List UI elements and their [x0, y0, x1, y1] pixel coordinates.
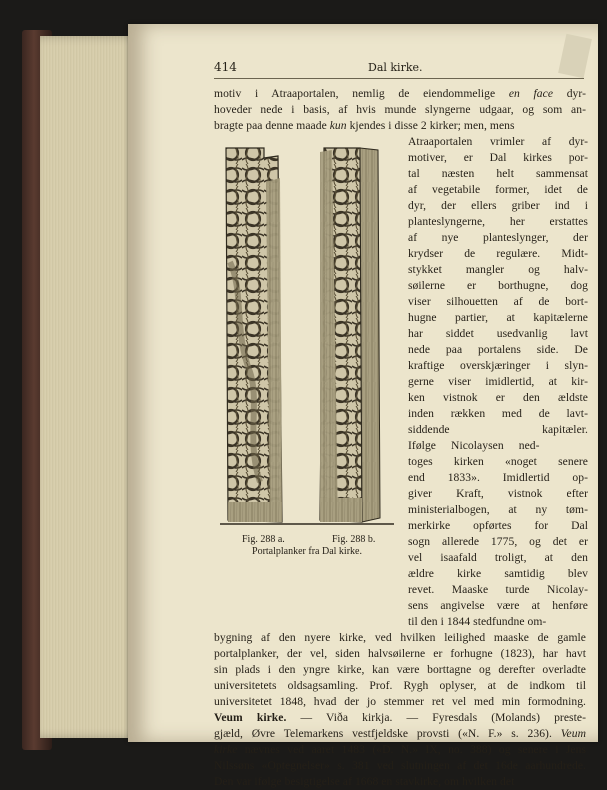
text-run: Nilssøns «Optegnelser» s. 381 ved slutningen af det 16de aarhundrede.: [214, 759, 586, 772]
text-line: [408, 390, 588, 406]
text-line: [214, 694, 586, 710]
text-line: [408, 422, 588, 438]
text-run: tal næsten helt sammensat: [408, 167, 588, 180]
text-line: [408, 262, 588, 278]
text-run: planteslyngerne, her erstattes: [408, 215, 588, 228]
running-title: Dal kirke.: [368, 61, 423, 74]
text-run: kirke: [214, 743, 238, 756]
text-run: en face: [508, 87, 554, 100]
text-run: viser silhouetten af de bort-: [408, 295, 588, 308]
text-run: motiv i Atraaportalen, nemlig de eiendommelige: [214, 87, 509, 100]
text-run: vel isaafald troligt, at den: [408, 551, 588, 564]
text-run: hugne partier, at kapitælerne: [408, 311, 588, 324]
portal-planks-illustration: [220, 142, 394, 526]
text-line: [408, 294, 588, 310]
body-text-top: [214, 86, 586, 134]
text-line: [408, 438, 588, 454]
running-header: [214, 60, 584, 79]
text-run: merkirke opførtes for Dal: [408, 519, 588, 532]
page-number: 414: [214, 60, 237, 74]
text-run: portalplanker, der vel, siden halvsøilerne er forhugne (1823), har havt: [214, 647, 586, 660]
book-page: [128, 24, 598, 788]
text-run: dyr-: [553, 87, 586, 100]
text-run: siddende kapitæler.: [408, 423, 588, 436]
text-line: [214, 662, 586, 678]
text-run: af vegetabile former, idet de: [408, 183, 588, 196]
caption-fig-a: Fig. 288 a.: [242, 534, 285, 545]
text-run: Atraaportalen vrimler af dyr-: [408, 135, 588, 148]
text-line: [214, 742, 586, 758]
text-line: [408, 406, 588, 422]
text-run: ældre kirke samtidig blev: [408, 567, 588, 580]
text-line: [408, 550, 588, 566]
text-line: [408, 134, 588, 150]
text-run: har siddet usedvanlig lavt: [408, 327, 588, 340]
text-run: nævnes ved aaret 1483 («D. N.» IX, no. 388) og senere i Jens: [237, 743, 586, 756]
text-line: [214, 86, 586, 102]
text-run: inden rækken med de lavt-: [408, 407, 588, 420]
text-line: [214, 710, 586, 726]
text-run: Veum: [560, 727, 586, 740]
body-text-bottom: [214, 630, 586, 790]
text-line: [214, 102, 586, 118]
text-run: — Viða kirkja. — Fyresdals (Molands) preste-: [286, 711, 586, 724]
text-line: [408, 534, 588, 550]
text-run: nede paa portalens side. De: [408, 343, 588, 356]
text-run: revet. Maaske turde Nicolay-: [408, 583, 588, 596]
text-line: [408, 214, 588, 230]
text-run: kraftige overskjæringer i slyn-: [408, 359, 588, 372]
text-line: [408, 582, 588, 598]
column-text: [408, 134, 588, 630]
text-run: søilerne er borthugne, dog: [408, 279, 588, 292]
text-line: [408, 198, 588, 214]
text-run: motiver, er Dal kirkes por-: [408, 151, 588, 164]
page-stack: [40, 36, 140, 738]
text-line: [408, 358, 588, 374]
text-run: krydser de regulære. Midt-: [408, 247, 588, 260]
text-run: universitetets oldsagsamling. Prof. Rygh oplyser, at de indkom til: [214, 679, 586, 692]
text-line: [408, 614, 588, 630]
figure-288: [220, 142, 394, 557]
text-run: dyr, der ellers griber ind i: [408, 199, 588, 212]
text-run: af nye planteslynger, der: [408, 231, 588, 244]
figure-caption: Portalplanker fra Dal kirke.: [252, 546, 362, 557]
text-line: [214, 630, 586, 646]
text-line: [408, 166, 588, 182]
text-line: [408, 182, 588, 198]
text-run: kjendes i disse 2 kirker; men, mens: [346, 119, 515, 132]
text-run: hoveder nede i basis, af hvis munde slyngerne udgaar, og som an-: [214, 103, 586, 116]
text-line: [408, 518, 588, 534]
text-run: ministerialbogen, at ny tøm-: [408, 503, 588, 516]
text-line: [408, 278, 588, 294]
text-line: [408, 470, 588, 486]
text-run: ken vistnok er den ældste: [408, 391, 588, 404]
text-run: stykket mangler og halv-: [408, 263, 588, 276]
text-line: [214, 774, 586, 790]
text-run: sens angivelse være at henføre: [408, 599, 588, 612]
text-run: gjæld, Øvre Telemarkens vestfjeldske provsti («N. F.» s. 236).: [214, 727, 561, 740]
text-run: Ifølge Nicolaysen ned-: [408, 439, 540, 452]
text-run: sogn allerede 1775, og det er: [408, 535, 588, 548]
text-line: [408, 326, 588, 342]
text-run: giver Kraft, vistnok efter: [408, 487, 588, 500]
text-line: [408, 502, 588, 518]
text-line: [214, 118, 586, 134]
text-line: [214, 758, 586, 774]
text-run: toges kirken «noget senere: [408, 455, 588, 468]
text-run: Veum kirke.: [214, 711, 287, 724]
text-run: kun: [329, 119, 347, 132]
text-run: Den var ifølge besigtigelse af 1668 en stavkirke, om hvilken det: [214, 775, 515, 788]
text-line: [408, 246, 588, 262]
text-line: [408, 566, 588, 582]
text-line: [214, 678, 586, 694]
text-line: [408, 454, 588, 470]
text-line: [408, 230, 588, 246]
text-run: bragte paa denne maade: [214, 119, 330, 132]
text-line: [408, 598, 588, 614]
text-run: end 1833». Imidlertid op-: [408, 471, 588, 484]
text-line: [214, 726, 586, 742]
text-run: universitetet 1848, hvad der jo stemmer ret vel med min formodning.: [214, 695, 586, 708]
text-line: [408, 342, 588, 358]
text-run: til den i 1844 stedfundne om-: [408, 615, 547, 628]
caption-fig-b: Fig. 288 b.: [332, 534, 376, 545]
text-line: [214, 646, 586, 662]
text-line: [408, 310, 588, 326]
text-run: bygning af den nyere kirke, ved hvilken leilighed maaske de gamle: [214, 631, 586, 644]
text-run: gerne viser imidlertid, at kir-: [408, 375, 588, 388]
text-line: [408, 150, 588, 166]
text-line: [408, 486, 588, 502]
text-run: sin plads i den yngre kirke, kan være borttagne og derefter overladte: [214, 663, 586, 676]
text-line: [408, 374, 588, 390]
plank-a: [226, 148, 282, 522]
plank-b: [320, 148, 380, 522]
